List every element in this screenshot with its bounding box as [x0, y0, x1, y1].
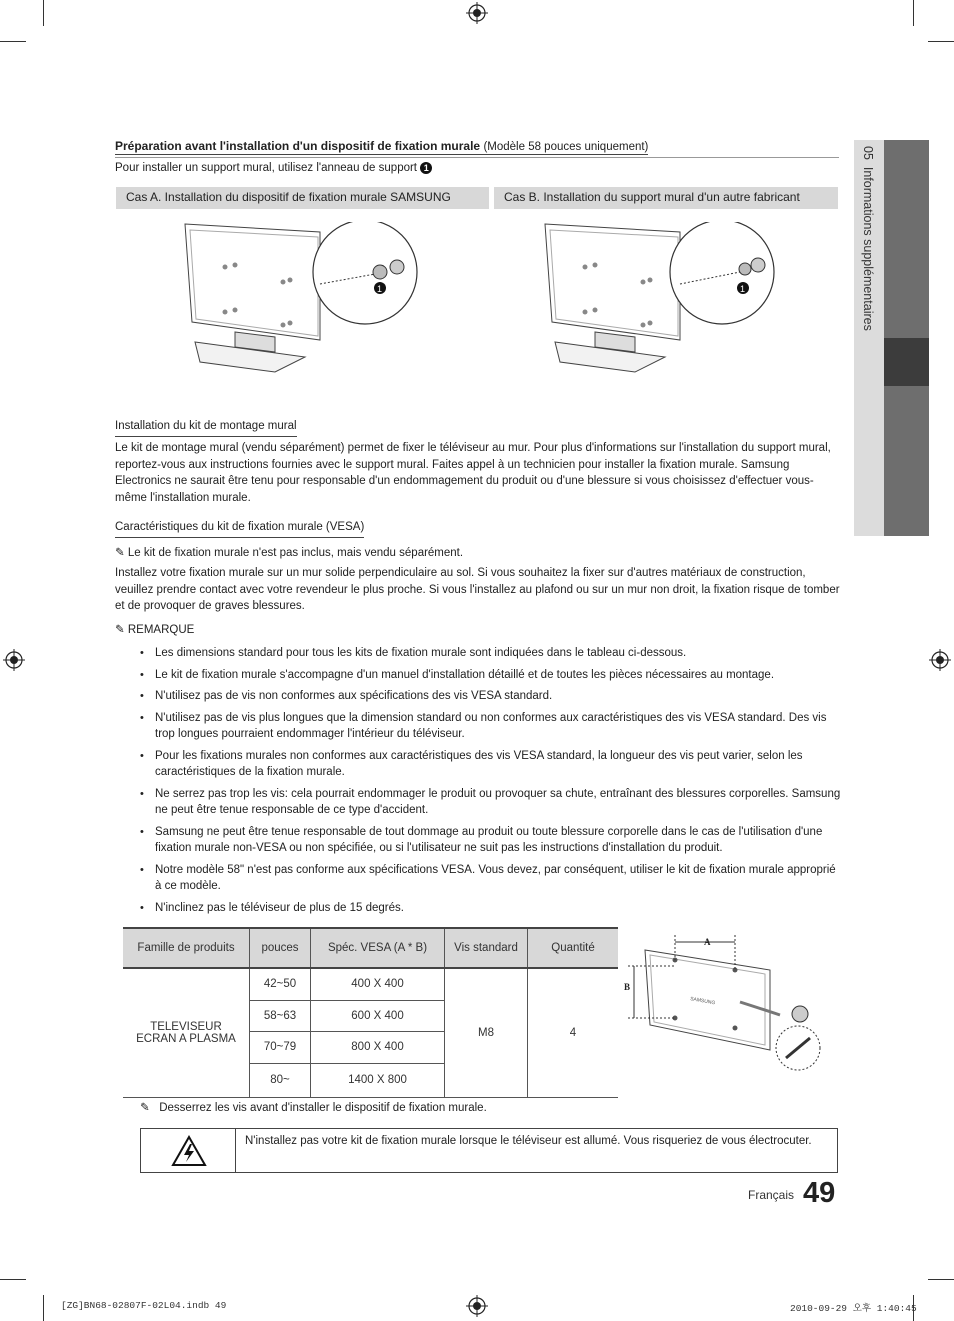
- pencil-icon: ✎: [115, 624, 125, 636]
- registration-mark-right: [929, 649, 951, 671]
- list-item: • Ne serrez pas trop les vis: cela pourrait endommager le produit ou provoquer sa chute, entraînant des blessures corporelles. Samsung ne peut être tenue responsable de ce type d'accident.: [140, 786, 845, 819]
- vesa-table: [123, 927, 618, 1098]
- warning-box: [140, 1128, 838, 1173]
- vesa-cell: 400 X 400: [311, 968, 445, 1000]
- table-header: Spéc. VESA (A * B): [311, 928, 445, 968]
- inches-cell: 42~50: [250, 968, 311, 1000]
- warning-text: N'installez pas votre kit de fixation murale lorsque le téléviseur est allumé. Vous risqueriez de vous électrocuter.: [245, 1135, 812, 1147]
- vesa-dimension-diagram: [620, 930, 830, 1078]
- remark-heading: [115, 622, 194, 639]
- preparation-title-text: Préparation avant l'installation d'un dispositif de fixation murale: [115, 139, 481, 153]
- registration-mark-bottom: [466, 1295, 488, 1317]
- footer-timestamp: 2010-09-29 오후 1:40:45: [790, 1303, 917, 1314]
- warning-icon-cell: [141, 1129, 236, 1172]
- pencil-icon: ✎: [140, 1102, 150, 1114]
- list-item: • Le kit de fixation murale s'accompagne d'un manuel d'installation détaillé et de toutes les pièces nécessaires au montage.: [140, 667, 845, 684]
- chapter-tab-marker: [884, 338, 929, 386]
- remark-list: [140, 645, 845, 921]
- note-loosen-text: Desserrez les vis avant d'installer le dispositif de fixation murale.: [159, 1102, 487, 1114]
- pencil-icon: ✎: [115, 547, 125, 559]
- footer-file-info: [ZG]BN68-02807F-02L04.indb 49: [61, 1300, 227, 1311]
- table-row: [123, 968, 618, 1000]
- preparation-title-note: (Modèle 58 pouces uniquement): [483, 141, 649, 153]
- chapter-label: [861, 146, 875, 331]
- note-loosen-screws: [140, 1100, 487, 1117]
- dimension-a-label: A: [704, 937, 711, 947]
- case-b-illustration: [540, 222, 790, 382]
- case-a-header: Cas A. Installation du dispositif de fixation murale SAMSUNG: [116, 187, 489, 209]
- section-title-preparation: [115, 139, 648, 155]
- table-header: pouces: [250, 928, 311, 968]
- list-item: • N'utilisez pas de vis non conformes aux spécifications des vis VESA standard.: [140, 688, 845, 705]
- case-a-illustration: [180, 222, 430, 382]
- list-item: • N'inclinez pas le téléviseur de plus de 15 degrés.: [140, 900, 845, 917]
- section-title-kit: Installation du kit de montage mural: [115, 418, 297, 437]
- preparation-intro: [115, 160, 432, 177]
- chapter-number: 05: [861, 146, 875, 160]
- vesa-cell: 1400 X 800: [311, 1063, 445, 1097]
- table-header: Vis standard: [445, 928, 528, 968]
- section-title-vesa: Caractéristiques du kit de fixation murale (VESA): [115, 519, 364, 538]
- quantity-cell: 4: [528, 968, 619, 1097]
- brand-label: SAMSUNG: [689, 996, 716, 1007]
- vesa-cell: 800 X 400: [311, 1032, 445, 1064]
- list-item: • Les dimensions standard pour tous les kits de fixation murale sont indiquées dans le tableau ci-dessous.: [140, 645, 845, 662]
- inches-cell: 70~79: [250, 1032, 311, 1064]
- kit-body: Le kit de montage mural (vendu séparément) permet de fixer le téléviseur au mur. Pour plus d'informations sur l'installation du support mural, reportez-vous aux instructions fournies avec le support mural. Faites appel à un technicien pour installer la fixation murale. Samsung Electronics ne saurait être tenu pour responsable d'un endommagement du produit ou d'une blessure si vous choisissez d'effectuer vous-même l'installation murale.: [115, 442, 831, 504]
- list-item: • Pour les fixations murales non conformes aux caractéristiques des vis VESA standard, la longueur des vis peut varier, selon les caractéristiques de la fixation murale.: [140, 748, 845, 781]
- ring-marker-icon: 1: [420, 162, 432, 174]
- dimension-b-label: B: [624, 982, 631, 992]
- registration-mark-left: [3, 649, 25, 671]
- preparation-intro-text: Pour installer un support mural, utilisez l'anneau de support: [115, 162, 418, 174]
- inches-cell: 80~: [250, 1063, 311, 1097]
- list-item: • Samsung ne peut être tenue responsable de tout dommage au produit ou toute blessure corporelle dans le cas de l'utilisation d'une fixation murale non-VESA ou non spécifiée, ou si l'utilisateur ne suit pas les instructions d'installation du produit.: [140, 824, 845, 857]
- case-b-header: Cas B. Installation du support mural d'un autre fabricant: [494, 187, 838, 209]
- product-family-cell: TELEVISEUR ECRAN A PLASMA: [123, 968, 250, 1097]
- page-language: Français: [748, 1188, 795, 1202]
- list-item: • Notre modèle 58" n'est pas conforme aux spécifications VESA. Vous devez, par conséquent, utiliser le kit de fixation murale approprié à ce modèle.: [140, 862, 845, 895]
- table-header: Famille de produits: [123, 928, 250, 968]
- note-sold-separately-text: Le kit de fixation murale n'est pas inclus, mais vendu séparément.: [127, 547, 464, 559]
- table-header-row: [123, 928, 618, 968]
- svg-text:1: 1: [377, 284, 383, 294]
- page-number: 49: [803, 1177, 836, 1209]
- electric-hazard-icon: [171, 1135, 207, 1167]
- inches-cell: 58~63: [250, 1000, 311, 1032]
- note-sold-separately: [115, 545, 463, 562]
- svg-text:1: 1: [740, 284, 746, 294]
- vesa-cell: 600 X 400: [311, 1000, 445, 1032]
- vesa-body: Installez votre fixation murale sur un mur solide perpendiculaire au sol. Si vous souhaitez la fixer sur d'autres matériaux de construction, veuillez prendre contact avec votre revendeur le plus proche. Si vous l'installez au plafond ou sur un mur non droit, la fixation risque de tomber et de provoquer de graves blessures.: [115, 567, 840, 612]
- screw-cell: M8: [445, 968, 528, 1097]
- registration-mark-top: [466, 2, 488, 24]
- list-item: • N'utilisez pas de vis plus longues que la dimension standard ou non conformes aux caractéristiques des vis VESA standard. Des vis trop longues pourraient endommager l'intérieur du téléviseur.: [140, 710, 845, 743]
- remark-label: REMARQUE: [127, 624, 195, 636]
- chapter-title: Informations supplémentaires: [861, 166, 875, 331]
- table-header: Quantité: [528, 928, 619, 968]
